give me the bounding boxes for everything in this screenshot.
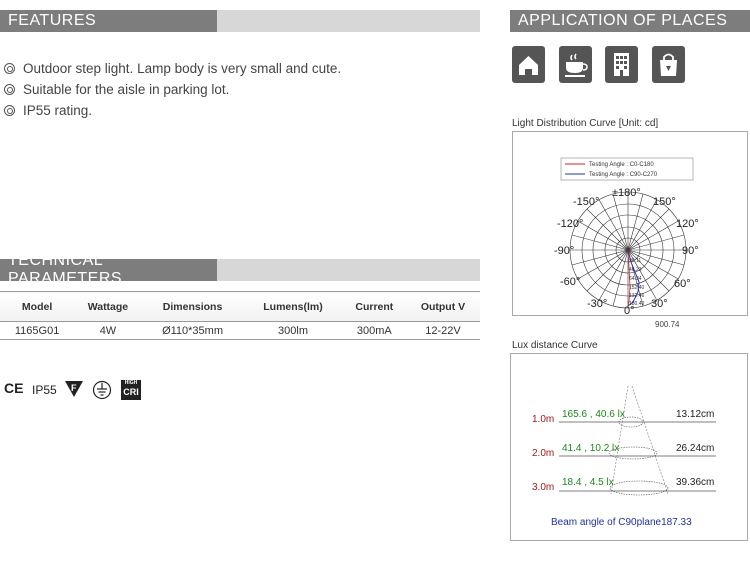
- svg-text:0°: 0°: [624, 305, 635, 317]
- features-title: FEATURES: [0, 10, 217, 32]
- table-row: 1165G01 4W Ø110*35mm 300lm 300mA 12-22V: [0, 322, 480, 340]
- polar-spoke: [572, 250, 628, 265]
- svg-text:150°: 150°: [653, 196, 676, 208]
- high-cri-badge: HIGH CRI: [121, 380, 141, 400]
- svg-text:-120°: -120°: [557, 218, 584, 230]
- beam-angle-text: Beam angle of C90plane187.33: [551, 517, 692, 528]
- lux-value: 41.4 , 10.2 lx: [562, 443, 620, 454]
- svg-text:-90°: -90°: [554, 245, 575, 257]
- svg-text:60°: 60°: [674, 278, 691, 290]
- polar-spoke: [628, 235, 684, 250]
- f-mark-icon: [64, 380, 84, 398]
- features-header: [0, 10, 480, 32]
- bullet-icon: [4, 63, 15, 74]
- tech-header: [0, 252, 480, 287]
- polar-spoke: [628, 194, 643, 250]
- spec-table: [0, 291, 480, 340]
- polar-spoke: [587, 209, 628, 250]
- ce-mark: CE: [4, 380, 24, 396]
- distance-label: 3.0m: [532, 482, 555, 493]
- ip55-mark: IP55: [32, 383, 57, 397]
- diameter-value: 13.12cm: [676, 409, 715, 420]
- diameter-value: 39.36cm: [676, 477, 715, 488]
- svg-text:-150°: -150°: [573, 196, 600, 208]
- bullet-icon: [4, 84, 15, 95]
- svg-text:F: F: [71, 383, 77, 393]
- polar-spoke: [613, 194, 628, 250]
- svg-text:180.40: 180.40: [629, 301, 645, 307]
- svg-text:±180°: ±180°: [612, 187, 641, 199]
- lux-distance-panel: [510, 353, 748, 541]
- shopping-bag-icon: [652, 46, 685, 83]
- svg-text:64.34: 64.34: [629, 276, 642, 282]
- feature-item: Outdoor step light. Lamp body is very small and cute.: [4, 61, 341, 76]
- lux-curve-title: Lux distance Curve: [512, 340, 598, 351]
- distance-label: 1.0m: [532, 414, 555, 425]
- ground-symbol-icon: [92, 380, 112, 400]
- application-title: APPLICATION OF PLACES: [510, 10, 750, 32]
- home-icon: [512, 46, 545, 83]
- diameter-value: 26.24cm: [676, 443, 715, 454]
- lux-value: 18.4 , 4.5 lx: [562, 477, 614, 488]
- svg-text:152.40: 152.40: [629, 285, 645, 291]
- svg-text:120°: 120°: [676, 218, 699, 230]
- svg-text:46.23: 46.23: [629, 267, 642, 273]
- light-curve-title: Light Distribution Curve [Unit: cd]: [512, 118, 659, 129]
- tech-title: TECHNICAL PARAMETERS: [0, 259, 217, 281]
- light-distribution-panel: [512, 131, 748, 316]
- distance-label: 2.0m: [532, 448, 555, 459]
- polar-spoke: [587, 250, 628, 291]
- svg-text:30°: 30°: [651, 298, 668, 310]
- polar-spoke: [613, 250, 628, 306]
- table-header-row: Model Wattage Dimensions Lumens(lm) Current Output V: [0, 292, 480, 322]
- legend-c0: Testing Angle : C0-C180: [589, 162, 654, 168]
- legend-c90: Testing Angle : C90-C270: [589, 172, 658, 178]
- lux-value: 165.6 , 40.6 lx: [562, 409, 625, 420]
- max-cd-value: 900.74: [655, 320, 680, 329]
- polar-spoke: [628, 209, 669, 250]
- building-icon: [605, 46, 638, 83]
- feature-item: Suitable for the aisle in parking lot.: [4, 82, 229, 97]
- application-header: [510, 10, 750, 32]
- svg-text:90.11: 90.11: [629, 258, 642, 264]
- bullet-icon: [4, 105, 15, 116]
- coffee-cup-icon: [559, 46, 592, 83]
- svg-text:132.46: 132.46: [629, 293, 645, 299]
- svg-text:-60°: -60°: [560, 276, 581, 288]
- polar-spoke: [572, 235, 628, 250]
- svg-text:-30°: -30°: [587, 298, 608, 310]
- svg-text:90°: 90°: [682, 245, 699, 257]
- feature-item: IP55 rating.: [4, 103, 92, 118]
